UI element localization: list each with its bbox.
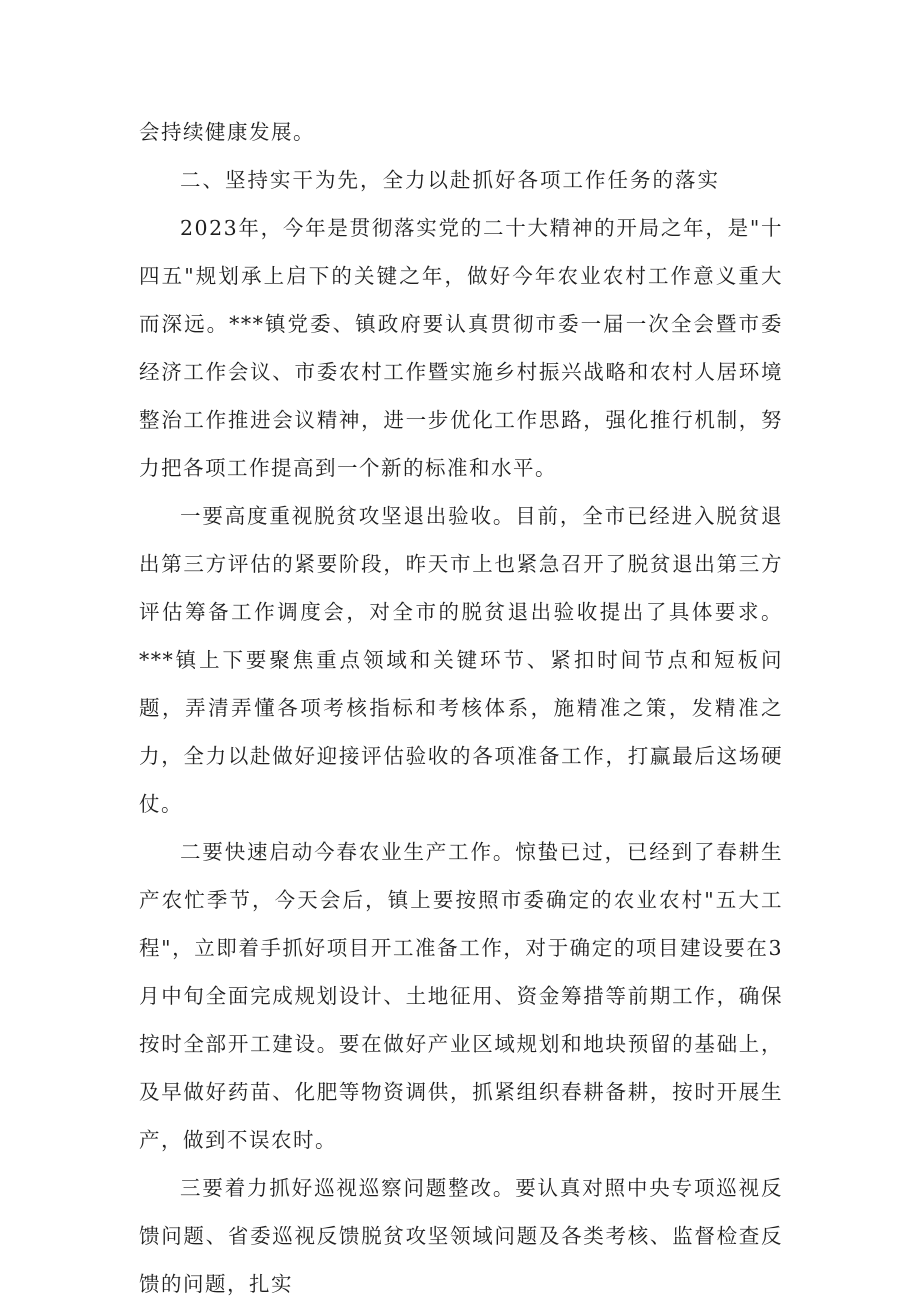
document-body — [139, 108, 783, 1308]
paragraph-intro: 2023年，今年是贯彻落实党的二十大精神的开局之年，是"十四五"规划承上启下的关键之年，做好今年农业农村工作意义重大而深远。***镇党委、镇政府要认真贯彻市委一届一次全会暨市委经济工作会议、市委农村工作暨实施乡村振兴战略和农村人居环境整治工作推进会议精神，进一步优化工作思路，强化推行机制，努力把各项工作提高到一个新的标准和水平。 — [139, 216, 783, 480]
paragraph-continuation: 会持续健康发展。 — [139, 120, 315, 144]
paragraph-point-two: 二要快速启动今春农业生产工作。惊蛰已过，已经到了春耕生产农忙季节，今天会后，镇上要按照市委确定的农业农村"五大工程"，立即着手抓好项目开工准备工作，对于确定的项目建设要在3月中旬全面完成规划设计、土地征用、资金筹措等前期工作，确保按时全部开工建设。要在做好产业区域规划和地块预留的基础上，及早做好药苗、化肥等物资调供，抓紧组织春耕备耕，按时开展生产，做到不误农时。 — [139, 840, 783, 1152]
section-heading: 二、坚持实干为先，全力以赴抓好各项工作任务的落实 — [180, 168, 720, 192]
paragraph-point-three: 三要着力抓好巡视巡察问题整改。要认真对照中央专项巡视反馈问题、省委巡视反馈脱贫攻坚领域问题及各类考核、监督检查反馈的问题，扎实 — [139, 1176, 783, 1296]
paragraph-point-one: 一要高度重视脱贫攻坚退出验收。目前，全市已经进入脱贫退出第三方评估的紧要阶段，昨天市上也紧急召开了脱贫退出第三方评估筹备工作调度会，对全市的脱贫退出验收提出了具体要求。***镇上下要聚焦重点领域和关键环节、紧扣时间节点和短板问题，弄清弄懂各项考核指标和考核体系，施精准之策，发精准之力，全力以赴做好迎接评估验收的各项准备工作，打赢最后这场硬仗。 — [139, 504, 783, 816]
